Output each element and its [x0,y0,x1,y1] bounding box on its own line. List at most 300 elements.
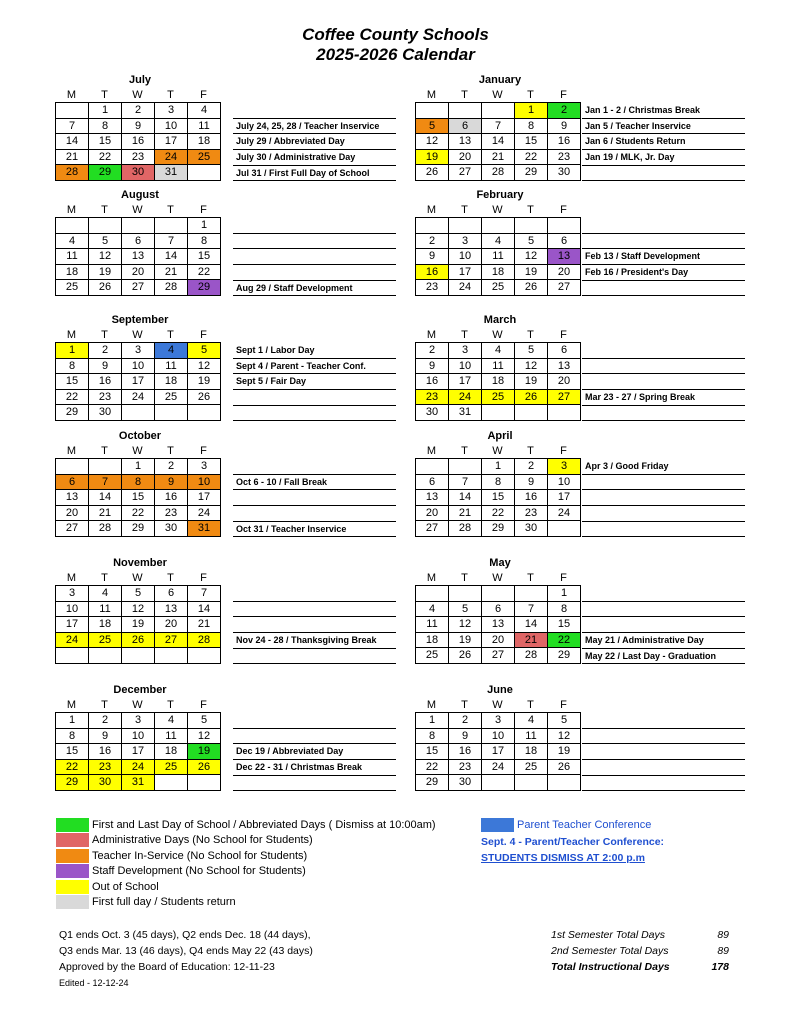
note-line: Mar 23 - 27 / Spring Break [582,390,745,406]
day-cell: 30 [89,775,122,791]
day-header: T [167,89,174,101]
day-cell [482,586,515,602]
legend-label: Staff Development (No School for Students) [92,865,306,878]
note-line [582,218,745,234]
day-cell: 20 [56,505,89,521]
note-line: Jul 31 / First Full Day of School [233,166,396,182]
sem2-value: 89 [717,945,729,957]
note-line [582,522,745,538]
week-row [56,775,221,791]
day-cell: 26 [515,280,548,296]
week-row [416,490,581,506]
week-row [416,601,581,617]
note-line [582,617,745,633]
day-cell: 23 [416,280,449,296]
day-header: W [492,699,503,711]
day-cell: 22 [515,149,548,165]
day-cell: 21 [449,505,482,521]
week-row [56,632,221,648]
day-cell [89,648,122,664]
day-cell: 30 [515,521,548,537]
day-cell: 11 [482,358,515,374]
note-line [233,506,396,522]
legend-swatch [56,895,89,909]
day-cell: 5 [515,343,548,359]
day-cell: 29 [56,405,89,421]
day-cell [56,103,89,119]
day-cell [155,218,188,234]
note-line: July 29 / Abbreviated Day [233,134,396,150]
notes-september [233,343,396,421]
legend-label: Teacher In-Service (No School for Students) [92,849,308,862]
day-header: M [426,445,437,457]
day-header-row [415,328,585,342]
week-row [416,103,581,119]
day-cell: 15 [515,134,548,150]
day-cell: 2 [548,103,581,119]
day-cell [515,775,548,791]
day-cell: 23 [155,505,188,521]
day-cell: 9 [89,728,122,744]
day-cell: 3 [188,459,221,475]
day-header: M [66,699,77,711]
day-cell: 29 [89,165,122,181]
day-cell: 19 [548,744,581,760]
day-header: W [132,572,143,584]
legend-item [56,879,436,895]
day-cell: 26 [188,759,221,775]
day-cell: 29 [416,775,449,791]
week-row [56,149,221,165]
day-cell: 4 [188,103,221,119]
day-cell: 17 [122,374,155,390]
month-march [415,313,585,421]
day-cell: 21 [188,617,221,633]
day-cell: 10 [122,728,155,744]
day-header-row [415,571,585,585]
day-cell: 12 [188,358,221,374]
day-header-row [55,698,225,712]
day-cell: 2 [449,713,482,729]
legend-item [56,895,436,911]
notes-january [582,103,745,181]
day-header: T [527,445,534,457]
day-cell: 12 [449,617,482,633]
day-cell: 27 [548,389,581,405]
day-cell: 31 [188,521,221,537]
week-row [416,713,581,729]
quarter-info [59,927,313,991]
week-row [416,744,581,760]
day-cell: 17 [548,490,581,506]
day-header: T [527,699,534,711]
day-cell: 8 [515,118,548,134]
day-cell: 13 [155,601,188,617]
note-line [582,343,745,359]
week-row [56,759,221,775]
day-cell: 29 [188,280,221,296]
week-row [56,165,221,181]
day-cell: 21 [515,632,548,648]
day-cell: 30 [89,405,122,421]
day-cell [515,586,548,602]
day-header: M [426,329,437,341]
day-cell: 24 [188,505,221,521]
sem2-row [551,943,729,959]
day-cell: 30 [155,521,188,537]
week-row [56,264,221,280]
day-cell: 14 [515,617,548,633]
notes-may [582,586,745,664]
note-line [233,103,396,119]
day-cell: 20 [122,264,155,280]
day-cell: 18 [56,264,89,280]
day-cell: 6 [155,586,188,602]
day-cell: 19 [515,374,548,390]
day-cell: 12 [416,134,449,150]
total-label: Total Instructional Days [551,961,670,973]
day-header-row [55,328,225,342]
day-cell: 26 [449,648,482,664]
day-cell: 3 [122,713,155,729]
week-row [56,713,221,729]
day-cell: 9 [155,474,188,490]
day-header: M [426,204,437,216]
day-cell: 28 [515,648,548,664]
week-row [416,118,581,134]
note-line [233,602,396,618]
day-cell [122,648,155,664]
day-header: T [527,204,534,216]
day-cell: 7 [515,601,548,617]
day-header: F [560,445,567,457]
month-grid [415,458,581,537]
day-header: T [167,445,174,457]
day-cell: 16 [122,134,155,150]
day-cell: 3 [155,103,188,119]
day-cell: 22 [56,389,89,405]
day-cell: 26 [122,632,155,648]
note-line: Dec 19 / Abbreviated Day [233,744,396,760]
day-cell: 22 [89,149,122,165]
day-cell: 29 [56,775,89,791]
month-grid [55,217,221,296]
day-header: F [560,329,567,341]
day-cell: 23 [548,149,581,165]
day-cell: 30 [416,405,449,421]
day-cell [449,586,482,602]
day-cell: 15 [188,249,221,265]
day-header: F [200,572,207,584]
week-row [56,474,221,490]
day-cell: 22 [548,632,581,648]
ptc-note-line2: STUDENTS DISMISS AT 2:00 p.m [481,852,645,864]
month-name: August [121,189,159,201]
day-header: T [167,204,174,216]
day-cell: 5 [416,118,449,134]
month-july [55,73,225,181]
day-cell: 13 [548,249,581,265]
note-line [233,586,396,602]
day-cell: 15 [56,744,89,760]
day-header: W [492,89,503,101]
sem1-label: 1st Semester Total Days [551,929,665,941]
day-cell [416,103,449,119]
notes-october [233,459,396,537]
day-cell: 13 [548,358,581,374]
week-row [56,459,221,475]
month-february [415,188,585,296]
day-header: M [66,572,77,584]
day-cell: 17 [449,374,482,390]
notes-april [582,459,745,537]
day-cell: 24 [56,632,89,648]
day-cell: 4 [56,233,89,249]
day-cell: 12 [188,728,221,744]
month-august [55,188,225,296]
note-line: Oct 6 - 10 / Fall Break [233,475,396,491]
day-cell: 9 [515,474,548,490]
month-name: June [487,684,513,696]
day-cell [416,586,449,602]
week-row [416,474,581,490]
quarter-line-2: Q3 ends Mar. 13 (46 days), Q4 ends May 22 (43 days) [59,945,313,957]
day-header: T [167,329,174,341]
week-row [416,405,581,421]
day-cell: 26 [89,280,122,296]
day-cell: 2 [416,233,449,249]
week-row [56,405,221,421]
day-cell: 20 [482,632,515,648]
day-cell: 2 [155,459,188,475]
week-row [56,505,221,521]
week-row [56,617,221,633]
day-cell: 19 [449,632,482,648]
day-cell: 26 [548,759,581,775]
week-row [416,343,581,359]
day-header-row [55,203,225,217]
month-grid [55,585,221,664]
day-cell: 13 [449,134,482,150]
day-cell: 10 [449,249,482,265]
notes-february [582,218,745,296]
day-cell: 22 [56,759,89,775]
month-name: October [118,430,162,442]
legend-item [56,833,436,849]
day-cell: 9 [548,118,581,134]
week-row [416,358,581,374]
day-cell: 6 [416,474,449,490]
day-cell: 25 [416,648,449,664]
day-header-row [415,444,585,458]
day-cell: 28 [482,165,515,181]
week-row [416,728,581,744]
day-cell: 16 [155,490,188,506]
day-cell: 12 [122,601,155,617]
week-row [416,149,581,165]
day-cell: 12 [89,249,122,265]
day-cell: 24 [449,389,482,405]
day-cell: 15 [56,374,89,390]
day-header: M [66,329,77,341]
day-cell [515,218,548,234]
legend-swatch [56,880,89,894]
note-line: Sept 4 / Parent - Teacher Conf. [233,359,396,375]
day-cell [416,218,449,234]
day-cell: 6 [449,118,482,134]
day-cell: 9 [449,728,482,744]
week-row [56,233,221,249]
day-cell: 25 [188,149,221,165]
day-cell: 4 [155,713,188,729]
day-cell: 5 [449,601,482,617]
day-header: M [426,572,437,584]
day-cell: 18 [515,744,548,760]
day-cell: 21 [89,505,122,521]
note-line [582,374,745,390]
day-cell: 3 [482,713,515,729]
day-cell [188,775,221,791]
day-header: W [132,445,143,457]
day-cell [188,405,221,421]
quarter-line-1: Q1 ends Oct. 3 (45 days), Q2 ends Dec. 18 (44 days), [59,929,311,941]
day-cell: 27 [155,632,188,648]
day-cell: 21 [56,149,89,165]
week-row [56,280,221,296]
week-row [416,218,581,234]
day-cell: 6 [548,343,581,359]
day-cell: 1 [122,459,155,475]
day-cell: 10 [482,728,515,744]
week-row [416,586,581,602]
note-line: Feb 16 / President's Day [582,265,745,281]
week-row [416,775,581,791]
day-cell: 19 [416,149,449,165]
day-cell: 8 [188,233,221,249]
day-cell: 1 [482,459,515,475]
day-cell [122,405,155,421]
total-value: 178 [711,961,729,973]
day-cell: 5 [89,233,122,249]
day-cell: 16 [449,744,482,760]
day-cell: 7 [155,233,188,249]
day-cell: 16 [548,134,581,150]
day-cell: 7 [482,118,515,134]
day-header: W [132,89,143,101]
day-header: W [132,329,143,341]
legend-swatch [56,849,89,863]
day-header: T [101,89,108,101]
day-cell: 4 [89,586,122,602]
edited-line: Edited - 12-12-24 [59,978,129,988]
day-cell: 4 [515,713,548,729]
day-cell: 17 [449,264,482,280]
day-cell: 1 [515,103,548,119]
week-row [416,648,581,664]
day-header: W [492,329,503,341]
day-cell: 25 [56,280,89,296]
day-cell: 14 [56,134,89,150]
day-cell: 29 [548,648,581,664]
day-cell: 8 [482,474,515,490]
day-cell: 18 [482,264,515,280]
day-cell: 11 [89,601,122,617]
week-row [416,374,581,390]
day-cell: 16 [89,374,122,390]
week-row [56,389,221,405]
day-header-row [55,571,225,585]
day-cell: 14 [188,601,221,617]
note-line [233,459,396,475]
day-cell: 29 [515,165,548,181]
day-cell: 5 [188,343,221,359]
day-cell [188,648,221,664]
week-row [56,343,221,359]
note-line [582,475,745,491]
day-cell: 11 [416,617,449,633]
day-cell: 9 [122,118,155,134]
notes-august [233,218,396,296]
day-cell: 31 [122,775,155,791]
day-cell: 26 [416,165,449,181]
day-cell: 11 [188,118,221,134]
day-cell: 15 [548,617,581,633]
day-cell: 14 [155,249,188,265]
note-line [582,760,745,776]
week-row [416,165,581,181]
day-cell: 14 [482,134,515,150]
day-cell [155,405,188,421]
day-cell: 8 [122,474,155,490]
day-cell: 14 [89,490,122,506]
week-row [416,280,581,296]
day-cell: 16 [89,744,122,760]
day-cell: 20 [449,149,482,165]
day-cell: 17 [155,134,188,150]
note-line: May 22 / Last Day - Graduation [582,649,745,665]
day-cell: 1 [416,713,449,729]
day-cell [482,405,515,421]
legend-label: Out of School [92,880,159,893]
legend-swatch [56,864,89,878]
day-cell: 10 [122,358,155,374]
day-cell: 29 [122,521,155,537]
ptc-swatch [481,818,514,832]
day-header: M [66,445,77,457]
day-cell: 10 [548,474,581,490]
day-cell [155,775,188,791]
notes-june [582,713,745,791]
day-cell: 13 [122,249,155,265]
note-line: July 30 / Administrative Day [233,150,396,166]
month-grid [55,342,221,421]
month-december [55,683,225,791]
day-cell: 5 [515,233,548,249]
day-cell: 28 [188,632,221,648]
day-cell: 8 [416,728,449,744]
day-cell: 12 [515,249,548,265]
month-grid [55,102,221,181]
day-header: T [101,445,108,457]
day-cell: 11 [515,728,548,744]
day-cell: 2 [416,343,449,359]
day-cell: 15 [416,744,449,760]
legend-label: First and Last Day of School / Abbreviated Days ( Dismiss at 10:00am) [92,818,436,831]
note-line: Feb 13 / Staff Development [582,249,745,265]
day-header: F [200,445,207,457]
note-line: Jan 5 / Teacher Inservice [582,119,745,135]
day-cell: 23 [89,759,122,775]
